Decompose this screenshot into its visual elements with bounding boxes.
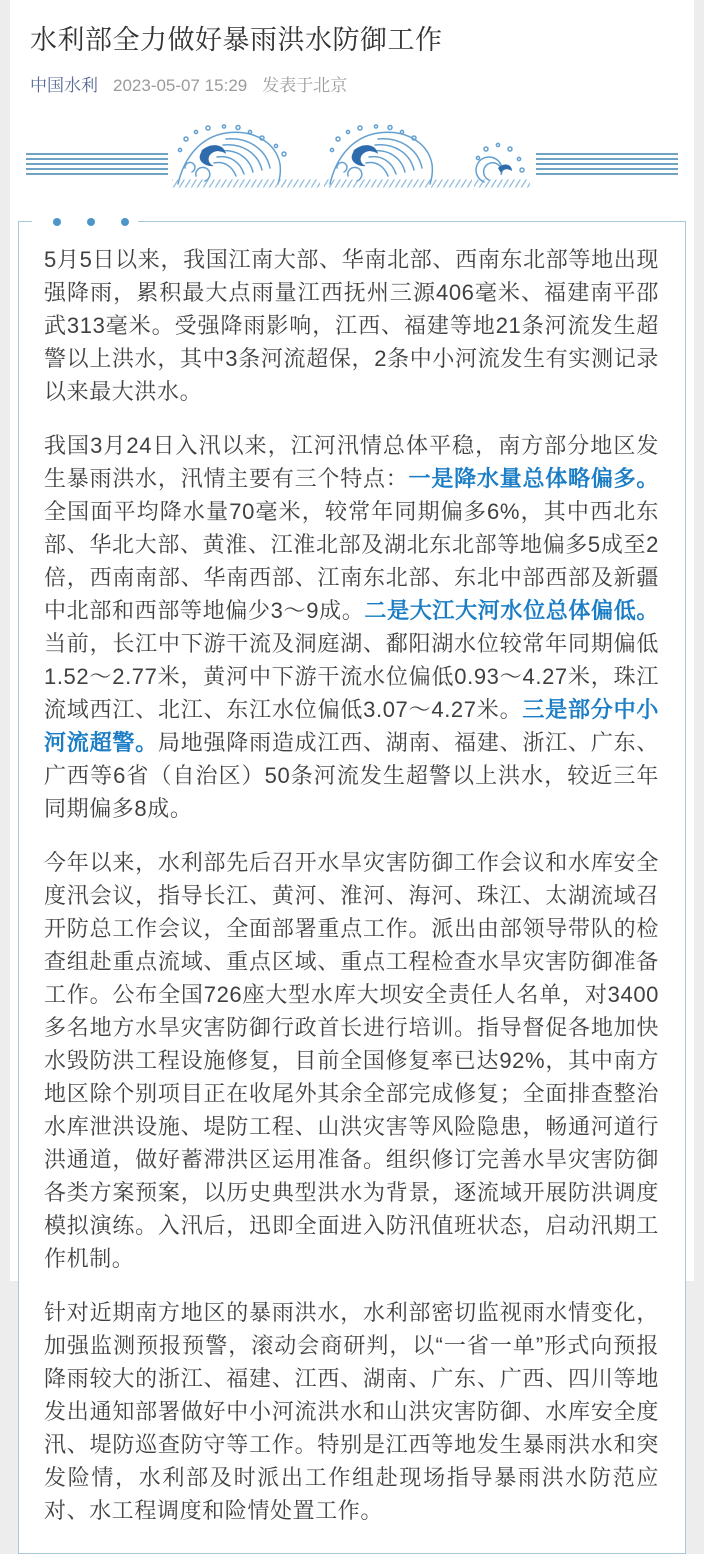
- text-segment: 今年以来，水利部先后召开水旱灾害防御工作会议和水库安全度汛会议，指导长江、黄河、淮河、海河、珠江、太湖流域召开防总工作会议，全面部署重点工作。派出由部领导带队的检查组赴重点流域、重点区域、重点工程检查水旱灾害防御准备工作。公布全国726座大型水库大坝安全责任人名单，对3400多名地方水旱灾害防御行政首长进行培训。指导督促各地加快水毁防洪工程设施修复，目前全国修复率已达92%，其中南方地区除个别项目正在收尾外其余全部完成修复；全面排查整治水库泄洪设施、堤防工程、山洪灾害等风险隐患，畅通河道行洪通道，做好蓄滞洪区运用准备。组织修订完善水旱灾害防御各类方案预案，以历史典型洪水为背景，逐流域开展防洪调度模拟演练。入汛后，迅即全面进入防汛值班状态，启动汛期工作机制。: [44, 850, 659, 1272]
- text-segment: 当前，长江中下游干流及洞庭湖、鄱阳湖水位较常年同期偏低1.52～2.77米，黄河中下游干流水位偏低0.93～4.27米，珠江流域西江、北江、东江水位偏低3.07～4.27米。: [44, 631, 659, 723]
- card-top-dots: [32, 217, 138, 227]
- highlight-segment: 一是降水量总体略偏多。: [408, 466, 659, 492]
- article-paragraph: [44, 846, 659, 1275]
- highlight-segment: 三是部分中小河流超警。: [44, 697, 659, 756]
- dot-icon: [87, 218, 95, 226]
- account-link[interactable]: 中国水利: [30, 76, 98, 96]
- article-card: [18, 221, 686, 1554]
- wave-banner: [10, 124, 694, 194]
- highlight-segment: 二是大江大河水位总体偏低。: [364, 598, 659, 624]
- article-paragraph: [44, 1296, 659, 1527]
- article-meta: [10, 71, 694, 96]
- article-body: [44, 243, 659, 1527]
- dot-icon: [53, 218, 61, 226]
- text-segment: 局地强降雨造成江西、湖南、福建、浙江、广东、广西等6省（自治区）50条河流发生超警以上洪水，较近三年同期偏多8成。: [44, 730, 659, 822]
- publish-location: 发表于北京: [262, 76, 348, 96]
- text-segment: 5月5日以来，我国江南大部、华南北部、西南东北部等地出现强降雨，累积最大点雨量江西抚州三源406毫米、福建南平邵武313毫米。受强降雨影响，江西、福建等地21条河流发生超警以上洪水，其中3条河流超保，2条中小河流发生有实测记录以来最大洪水。: [44, 247, 659, 405]
- page-title: 水利部全力做好暴雨洪水防御工作: [30, 25, 443, 55]
- article-paragraph: [44, 429, 659, 825]
- wave-ornament: [168, 124, 536, 194]
- text-segment: 全国面平均降水量70毫米，较常年同期偏多6%，其中西北东部、华北大部、黄淮、江淮北部及湖北东北部等地偏多5成至2倍，西南南部、华南西部、江南东北部、东北中部西部及新疆中北部和西部等地偏少3～9成。: [44, 499, 659, 624]
- text-segment: 我国3月24日入汛以来，江河汛情总体平稳，南方部分地区发生暴雨洪水，汛情主要有三个特点：: [44, 433, 659, 492]
- publish-time: 2023-05-07 15:29: [113, 76, 248, 96]
- dot-icon: [121, 218, 129, 226]
- article-paragraph: [44, 243, 659, 408]
- article-page: [10, 0, 694, 1524]
- text-segment: 针对近期南方地区的暴雨洪水，水利部密切监视雨水情变化，加强监测预报预警，滚动会商研判，以“一省一单”形式向预报降雨较大的浙江、福建、江西、湖南、广东、广西、四川等地发出通知部署做好中小河流洪水和山洪灾害防御、水库安全度汛、堤防巡查防守等工作。特别是江西等地发生暴雨洪水和突发险情，水利部及时派出工作组赴现场指导暴雨洪水防范应对、水工程调度和险情处置工作。: [44, 1300, 659, 1524]
